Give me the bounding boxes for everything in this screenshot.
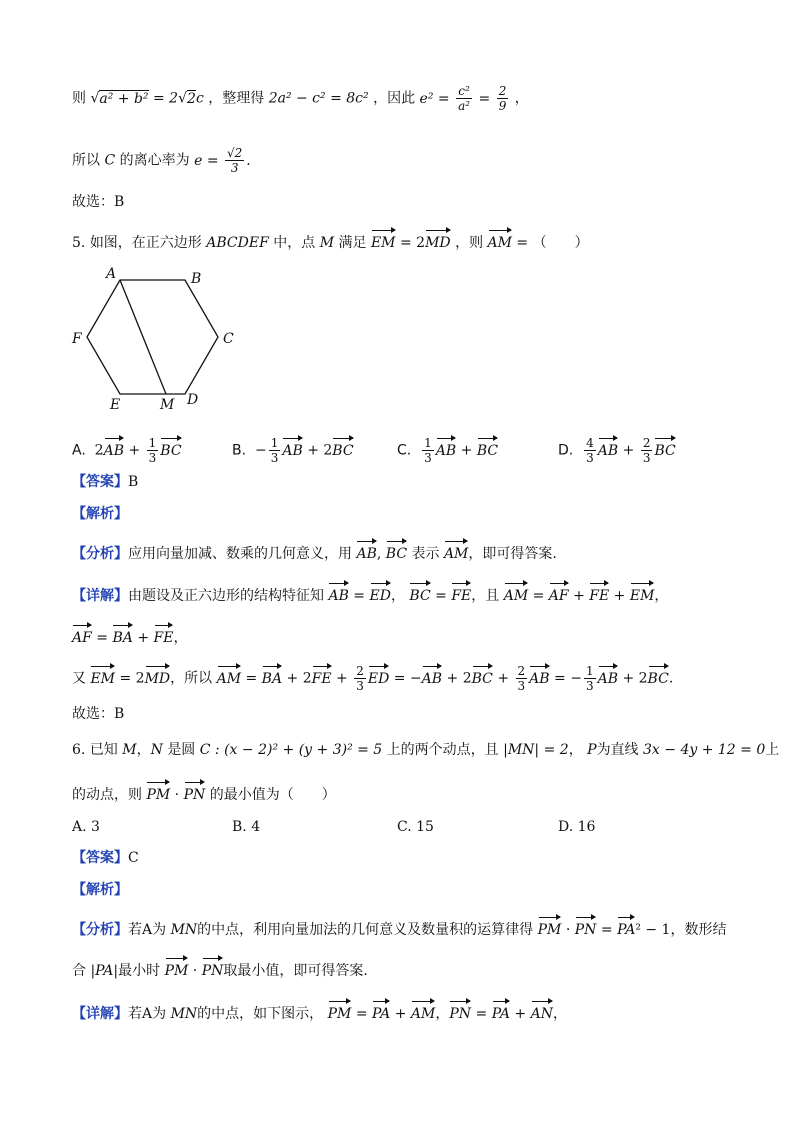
answer-tag: 【答案】 [72,850,128,866]
eccentricity-conclusion: 所以 C 的离心率为 e = $\frac{√2}{3}$ . [72,146,251,175]
label-m: M [160,397,175,413]
text: ， [514,90,529,107]
text: ， [390,588,405,604]
option-b[interactable]: B. − $\frac{1}{3}$ AB + 2BC [232,436,354,465]
text: ，则 [455,235,484,251]
text: 已知 [89,742,118,758]
text: 的离心率为 [119,152,190,169]
text: 表示 [411,546,440,562]
label-c: C [223,331,234,347]
text: 是圆 [167,742,196,758]
question-5-stem: 5. 如图，在正六边形 ABCDEF 中，点 M 满足 EM = 2MD ，则 AM = （ ） [72,229,589,253]
text: ，即可得答案. [468,546,557,562]
text: 如图，在正六边形 [89,235,202,251]
option-a[interactable]: A. 2AB + $\frac{1}{3}$ BC [72,436,182,465]
q6-xiangjie: 【详解】若A为 MN的中点，如下图示， PM = PA + AM，PN = PA + AN， [72,1000,567,1024]
option-value: 16 [577,819,596,835]
text: ，整理得 [208,90,265,107]
question-number: 5. [72,235,86,251]
option-letter: C. [397,442,412,459]
text: 最小时 [118,963,161,979]
text: 又 [72,670,86,687]
option-d[interactable]: D. $\frac{4}{3}$ AB + $\frac{2}{3}$ BC [558,436,676,465]
hexagon-outline [87,280,218,394]
option-letter: B. [232,442,247,459]
q6-fenxi-2: 合 |PA|最小时 PM · PN取最小值，即可得答案. [72,957,368,981]
text: ，所以 [170,670,213,687]
q5-end: 故选：B [72,706,125,722]
option-value: 4 [251,819,261,835]
text: 的最小值为（ ） [209,787,336,803]
question-6-stem: 6. 已知 M，N 是圆 C : (x − 2)² + (y + 3)² = 5 上的两个动点，且 |MN| = 2， P为直线 3x − 4y + 12 = 0上 [72,742,780,758]
hexagon-name: ABCDEF [206,235,269,251]
text: 为直线 [596,742,639,758]
text: 的中点，利用向量加法的几何意义及数量积的运算律得 [197,922,534,938]
q5-xiangjie-1: 【详解】由题设及正六边形的结构特征知 AB = ED， BC = FE，且 AM = AF + FE + EM， [72,582,668,606]
q5-xiangjie-3: 又 EM = 2MD，所以 AM = BA + 2FE + $\frac{2}{3}$ ED = −AB + 2BC + $\frac{2}{3}$ AB = − $\frac{1}{3}$ AB + 2BC. [72,664,674,693]
label-a: A [106,266,117,282]
formula-e: e = $\frac{√2}{3}$ . [194,146,251,175]
formula-sqrt: √a² + b² = 2√2c [90,90,204,107]
label-f: F [72,331,82,347]
option-letter: D. [558,819,574,835]
text: 满足 [338,235,367,251]
formula-relation: 2a² − c² = 8c² [268,90,369,107]
option-letter: C. [397,819,412,835]
q6-analysis-heading [72,880,128,900]
text: 则 [72,90,86,107]
text: 的中点，如下图示， [197,1006,324,1022]
formula-e-squared: e² = $\frac{\text{c²}}{\text{a²}}$ = $\frac{2}{9}$ [419,84,507,113]
text: （ ） [532,235,589,251]
eccentricity-derivation [72,84,529,113]
text: 中，点 [273,235,316,251]
option-value: 15 [416,819,434,835]
text: 应用向量加减、数乘的几何意义，用 [128,546,352,562]
option-c[interactable]: C. $\frac{1}{3}$ AB + BC [397,436,499,465]
text: 的动点，则 [72,787,142,803]
q6-fenxi-1: 【分析】若A为 MN的中点，利用向量加法的几何意义及数量积的运算律得 PM · PN = PA² − 1，数形结 [72,916,726,940]
option-a[interactable] [72,817,100,837]
question-number: 6. [72,742,86,758]
option-d[interactable] [558,817,595,837]
text: ， [568,742,583,758]
answer-value: C [128,850,139,866]
text: 上 [765,742,780,758]
option-letter: D. [558,442,574,459]
q5-analysis-heading [72,504,128,524]
answer-tag: 【答案】 [72,474,128,490]
option-letter: A. [72,442,86,459]
text: 若A为 [128,1006,167,1022]
question-6-stem-2: 的动点，则 PM · PN 的最小值为（ ） [72,781,336,805]
text: 取最小值，即可得答案. [223,963,368,979]
text: ， [654,588,669,604]
q6-answer [72,848,139,868]
label-e: E [110,397,121,413]
text: 上的两个动点，且 [386,742,499,758]
answer-line: 故选：B [72,194,125,210]
xiangjie-tag: 【详解】 [72,1006,128,1022]
option-letter: B. [232,819,247,835]
fenxi-tag: 【分析】 [72,546,128,562]
hexagon-figure [68,266,248,416]
xiangjie-tag: 【详解】 [72,588,128,604]
label-b: B [191,271,202,287]
q5-fenxi: 【分析】应用向量加减、数乘的几何意义，用 AB, BC 表示 AM，即可得答案. [72,540,557,564]
analysis-tag: 【解析】 [72,882,128,898]
text: ，数形结 [670,922,727,938]
segment-am [120,280,166,394]
option-b[interactable] [232,817,260,837]
text: 所以 [72,152,100,169]
option-letter: A. [72,819,87,835]
q5-xiangjie-2: AF = BA + FE， [72,624,187,648]
text: ，且 [471,588,500,604]
line-equation: 3x − 4y + 12 = 0 [643,742,766,758]
option-c[interactable] [397,817,434,837]
option-value: 3 [91,819,100,835]
fenxi-tag: 【分析】 [72,922,128,938]
circle-equation: C : (x − 2)² + (y + 3)² = 5 [199,742,383,758]
label-d: D [187,392,199,408]
analysis-tag: 【解析】 [72,506,128,522]
text: 合 [72,963,86,979]
text: ，因此 [373,90,416,107]
answer-value: B [128,474,139,490]
text: 若A为 [128,922,167,938]
q5-answer [72,472,138,492]
text: 由题设及正六边形的结构特征知 [128,588,324,604]
